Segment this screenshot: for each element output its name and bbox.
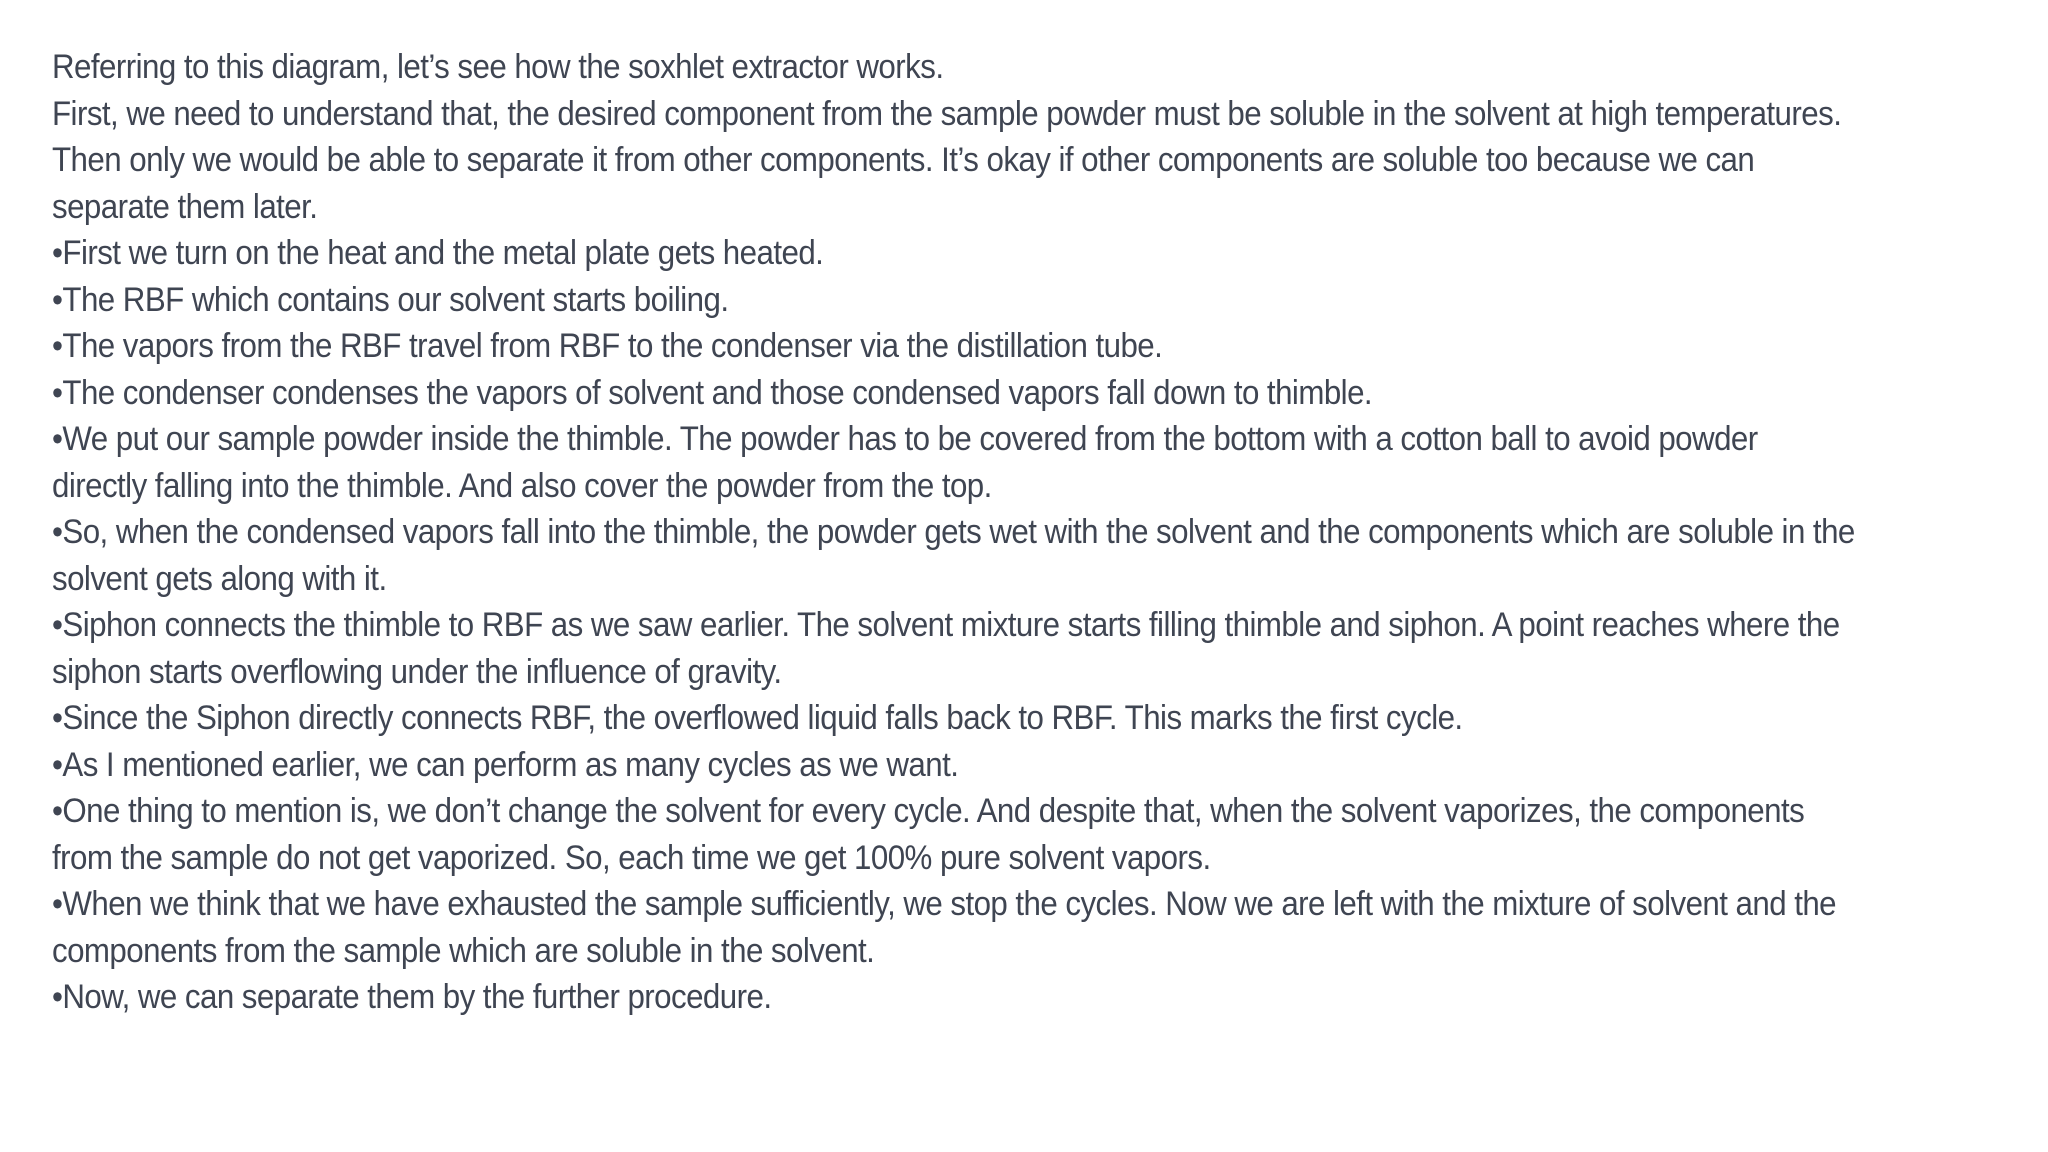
body-text	[52, 44, 1855, 1021]
bullet-item: •So, when the condensed vapors fall into the thimble, the powder gets wet with the solvent and the components which are soluble in the solvent gets along with it.	[52, 513, 1855, 598]
bullet-item: •When we think that we have exhausted the sample sufficiently, we stop the cycles. Now we are left with the mixture of solvent and the components from the sample which are soluble in the solvent.	[52, 885, 1837, 970]
intro-paragraph: Referring to this diagram, let’s see how the soxhlet extractor works.	[52, 48, 944, 86]
bullet-item: •We put our sample powder inside the thimble. The powder has to be covered from the bottom with a cotton ball to avoid powder directly falling into the thimble. And also cover the powder from the top.	[52, 420, 1758, 505]
bullet-item: •Now, we can separate them by the further procedure.	[52, 978, 772, 1016]
bullet-item: •One thing to mention is, we don’t change the solvent for every cycle. And despite that, when the solvent vaporizes, the components from the sample do not get vaporized. So, each time we get 100% pure solvent vapors.	[52, 792, 1805, 877]
intro-paragraph: First, we need to understand that, the desired component from the sample powder must be soluble in the solvent at high temperatures. Then only we would be able to separate it from other components. It’s okay if other components are soluble too because we can separate them later.	[52, 94, 1842, 226]
bullet-item: •Since the Siphon directly connects RBF, the overflowed liquid falls back to RBF. This marks the first cycle.	[52, 699, 1463, 737]
bullet-item: •As I mentioned earlier, we can perform as many cycles as we want.	[52, 745, 959, 784]
bullet-item: •First we turn on the heat and the metal plate gets heated.	[52, 234, 824, 272]
bullet-item: •The vapors from the RBF travel from RBF to the condenser via the distillation tube.	[52, 327, 1163, 365]
bullet-item: •The condenser condenses the vapors of solvent and those condensed vapors fall down to thimble.	[52, 373, 1373, 412]
bullet-item: •The RBF which contains our solvent starts boiling.	[52, 280, 729, 319]
bullet-item: •Siphon connects the thimble to RBF as we saw earlier. The solvent mixture starts filling thimble and siphon. A point reaches where the siphon starts overflowing under the influence of gravity.	[52, 606, 1840, 691]
